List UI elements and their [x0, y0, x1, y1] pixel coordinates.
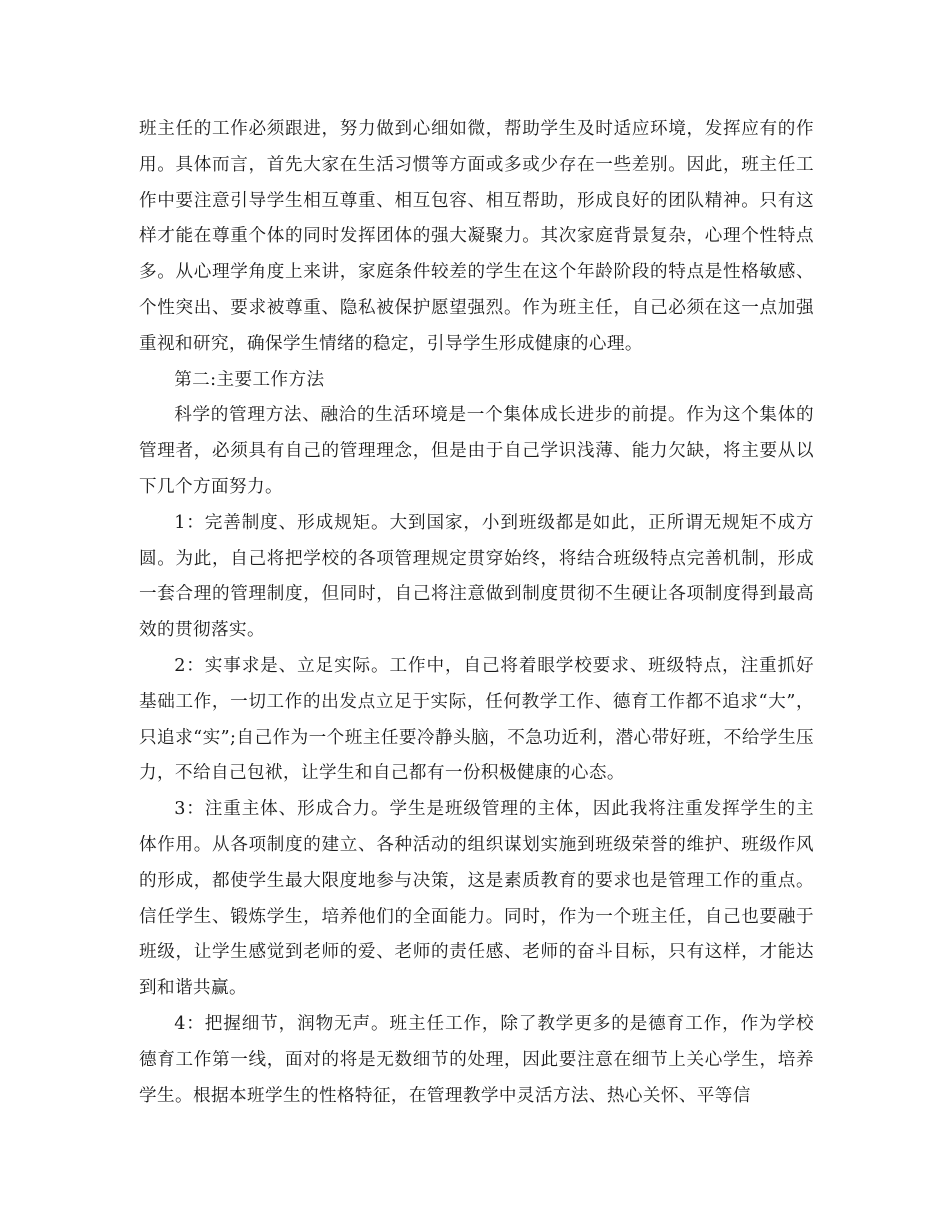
paragraph-point-2: 2：实事求是、立足实际。工作中，自己将着眼学校要求、班级特点，注重抓好基础工作，一切工作的出发点立足于实际，任何教学工作、德育工作都不追求“大”，只追求“实”;自己作为一个班主任要冷静头脑，不急功近利，潜心带好班，不给学生压力，不给自己包袱，让学生和自己都有一份积极健康的心态。: [139, 655, 814, 784]
paragraph-point-4: 4：把握细节，润物无声。班主任工作，除了教学更多的是德育工作，作为学校德育工作第一线，面对的将是无数细节的处理，因此要注意在细节上关心学生，培养学生。根据本班学生的性格特征，在管理教学中灵活方法、热心关怀、平等信: [139, 1013, 814, 1106]
document-body: [139, 112, 814, 1114]
paragraph-point-3: 3：注重主体、形成合力。学生是班级管理的主体，因此我将注重发挥学生的主体作用。从各项制度的建立、各种活动的组织谋划实施到班级荣誉的维护、班级作风的形成，都使学生最大限度地参与决策，这是素质教育的要求也是管理工作的重点。信任学生、锻炼学生，培养他们的全面能力。同时，作为一个班主任，自己也要融于班级，让学生感觉到老师的爱、老师的责任感、老师的奋斗目标，只有这样，才能达到和谐共赢。: [139, 799, 814, 999]
paragraph-point-1: 1：完善制度、形成规矩。大到国家，小到班级都是如此，正所谓无规矩不成方圆。为此，自己将把学校的各项管理规定贯穿始终，将结合班级特点完善机制，形成一套合理的管理制度，但同时，自己将注意做到制度贯彻不生硬让各项制度得到最高效的贯彻落实。: [139, 512, 814, 641]
section-heading-methods: 第二:主要工作方法: [174, 369, 325, 390]
paragraph-class-teacher-duties: 班主任的工作必须跟进，努力做到心细如微，帮助学生及时适应环境，发挥应有的作用。具体而言，首先大家在生活习惯等方面或多或少存在一些差别。因此，班主任工作中要注意引导学生相互尊重、相互包容、相互帮助，形成良好的团队精神。只有这样才能在尊重个体的同时发挥团体的强大凝聚力。其次家庭背景复杂，心理个性特点多。从心理学角度上来讲，家庭条件较差的学生在这个年龄阶段的特点是性格敏感、个性突出、要求被尊重、隐私被保护愿望强烈。作为班主任，自己必须在这一点加强重视和研究，确保学生情绪的稳定，引导学生形成健康的心理。: [139, 119, 814, 354]
paragraph-management-intro: 科学的管理方法、融洽的生活环境是一个集体成长进步的前提。作为这个集体的管理者，必须具有自己的管理理念，但是由于自己学识浅薄、能力欠缺，将主要从以下几个方面努力。: [139, 405, 814, 497]
